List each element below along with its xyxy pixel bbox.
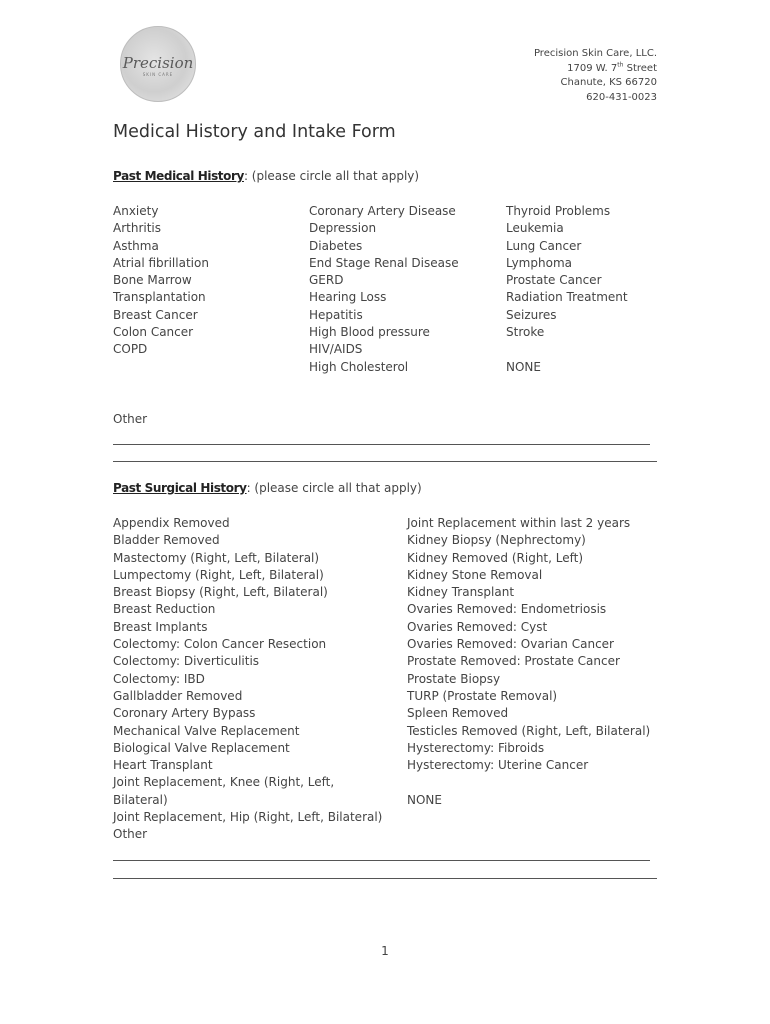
- medical-history-label: Past Medical History: [113, 169, 244, 183]
- medical-option[interactable]: High Cholesterol: [309, 359, 409, 374]
- medical-option[interactable]: Coronary Artery Disease: [309, 204, 456, 218]
- precision-logo: [112, 14, 202, 104]
- surgical-option[interactable]: Lumpectomy (Right, Left, Bilateral): [113, 567, 324, 582]
- surgical-col-2: [407, 515, 650, 809]
- surgical-option[interactable]: Heart Transplant: [113, 758, 213, 773]
- surgical-col-2-spacer: [407, 774, 650, 791]
- surgical-other-label: Other: [113, 827, 148, 842]
- medical-none-option[interactable]: NONE: [506, 359, 541, 374]
- medical-option[interactable]: End Stage Renal Disease: [309, 255, 459, 270]
- medical-col-3: [506, 203, 628, 376]
- surgical-option[interactable]: Ovaries Removed: Cyst: [407, 619, 548, 634]
- surgical-history-instruction: : (please circle all that apply): [246, 481, 422, 495]
- surgical-option[interactable]: TURP (Prostate Removal): [407, 688, 558, 703]
- medical-other-line-1[interactable]: [113, 444, 650, 445]
- surgical-option[interactable]: Bilateral): [113, 792, 168, 807]
- medical-option[interactable]: Asthma: [113, 238, 159, 253]
- surgical-option[interactable]: Prostate Removed: Prostate Cancer: [407, 654, 620, 669]
- logo-subtext: SKIN CARE: [142, 72, 174, 77]
- medical-option[interactable]: Colon Cancer: [113, 325, 194, 340]
- surgical-option[interactable]: Joint Replacement within last 2 years: [407, 516, 631, 530]
- form-title: Medical History and Intake Form: [113, 122, 396, 142]
- surgical-option[interactable]: Mastectomy (Right, Left, Bilateral): [113, 550, 320, 565]
- company-phone: 620-431-0023: [586, 91, 657, 103]
- medical-option[interactable]: Lymphoma: [506, 255, 572, 270]
- surgical-option[interactable]: Breast Biopsy (Right, Left, Bilateral): [113, 585, 328, 600]
- surgical-option[interactable]: Kidney Biopsy (Nephrectomy): [407, 533, 586, 548]
- company-city: Chanute, KS 66720: [560, 77, 657, 88]
- surgical-option[interactable]: Kidney Removed (Right, Left): [407, 550, 584, 565]
- surgical-option[interactable]: Kidney Transplant: [407, 585, 515, 600]
- surgical-option[interactable]: Prostate Biopsy: [407, 671, 501, 686]
- medical-other-label: Other: [113, 412, 148, 426]
- company-address: [534, 47, 657, 105]
- medical-option[interactable]: Lung Cancer: [506, 238, 582, 253]
- medical-option[interactable]: COPD: [113, 342, 148, 357]
- medical-option[interactable]: Hepatitis: [309, 307, 363, 322]
- medical-option[interactable]: High Blood pressure: [309, 325, 430, 340]
- medical-option[interactable]: Stroke: [506, 325, 545, 340]
- medical-option[interactable]: Radiation Treatment: [506, 290, 628, 305]
- surgical-option[interactable]: Ovaries Removed: Ovarian Cancer: [407, 637, 614, 652]
- page-number: 1: [381, 944, 389, 958]
- surgical-option[interactable]: Joint Replacement, Hip (Right, Left, Bilateral): [113, 810, 383, 825]
- surgical-option[interactable]: Colectomy: IBD: [113, 671, 205, 686]
- surgical-option[interactable]: Kidney Stone Removal: [407, 567, 543, 582]
- surgical-option[interactable]: Mechanical Valve Replacement: [113, 723, 300, 738]
- surgical-option[interactable]: Joint Replacement, Knee (Right, Left,: [113, 775, 335, 790]
- medical-option[interactable]: Transplantation: [113, 290, 206, 305]
- surgical-other-line-1[interactable]: [113, 860, 650, 861]
- surgical-option[interactable]: Breast Reduction: [113, 602, 216, 617]
- medical-option[interactable]: Bone Marrow: [113, 273, 192, 288]
- surgical-history-label: Past Surgical History: [113, 481, 247, 495]
- surgical-option[interactable]: Spleen Removed: [407, 706, 509, 721]
- surgical-option[interactable]: Hysterectomy: Fibroids: [407, 740, 545, 755]
- medical-option[interactable]: Seizures: [506, 307, 557, 322]
- surgical-other-line-2[interactable]: [113, 878, 657, 879]
- medical-option[interactable]: HIV/AIDS: [309, 342, 363, 357]
- company-street: [534, 62, 657, 77]
- surgical-option[interactable]: Ovaries Removed: Endometriosis: [407, 602, 607, 617]
- medical-history-instruction: : (please circle all that apply): [243, 169, 420, 183]
- medical-option[interactable]: Thyroid Problems: [506, 204, 611, 218]
- surgical-col-1: [113, 515, 382, 844]
- surgical-option[interactable]: Testicles Removed (Right, Left, Bilateral): [407, 723, 651, 738]
- logo-wordmark: Precision: [122, 54, 194, 72]
- medical-col-1: [113, 203, 209, 359]
- medical-option[interactable]: Arthritis: [113, 221, 162, 236]
- surgical-option[interactable]: Hysterectomy: Uterine Cancer: [407, 758, 589, 773]
- surgical-option[interactable]: Colectomy: Diverticulitis: [113, 654, 260, 669]
- surgical-option[interactable]: Biological Valve Replacement: [113, 740, 290, 755]
- street-name: Street: [623, 62, 657, 74]
- surgical-history-heading: [113, 481, 422, 495]
- street-ordinal: th: [617, 61, 624, 69]
- medical-option[interactable]: Diabetes: [309, 238, 363, 253]
- surgical-option[interactable]: Bladder Removed: [113, 533, 220, 548]
- medical-option[interactable]: Leukemia: [506, 221, 564, 236]
- surgical-option[interactable]: Gallbladder Removed: [113, 688, 243, 703]
- medical-option[interactable]: Depression: [309, 221, 377, 236]
- surgical-option[interactable]: Appendix Removed: [113, 516, 230, 530]
- medical-option[interactable]: Prostate Cancer: [506, 273, 602, 288]
- company-name: Precision Skin Care, LLC.: [533, 48, 657, 59]
- medical-option[interactable]: Anxiety: [113, 204, 159, 218]
- medical-option[interactable]: GERD: [309, 273, 344, 288]
- medical-col-2: [309, 203, 459, 376]
- surgical-none-option[interactable]: NONE: [407, 792, 442, 807]
- medical-col-3-spacer: [506, 341, 628, 358]
- medical-history-heading: [113, 169, 419, 183]
- surgical-option[interactable]: Colectomy: Colon Cancer Resection: [113, 637, 327, 652]
- medical-option[interactable]: Atrial fibrillation: [113, 255, 209, 270]
- medical-option[interactable]: Breast Cancer: [113, 307, 198, 322]
- surgical-option[interactable]: Coronary Artery Bypass: [113, 706, 256, 721]
- medical-other-line-2[interactable]: [113, 461, 657, 462]
- street-number: 1709 W. 7: [567, 62, 618, 74]
- surgical-option[interactable]: Breast Implants: [113, 619, 208, 634]
- medical-option[interactable]: Hearing Loss: [309, 290, 387, 305]
